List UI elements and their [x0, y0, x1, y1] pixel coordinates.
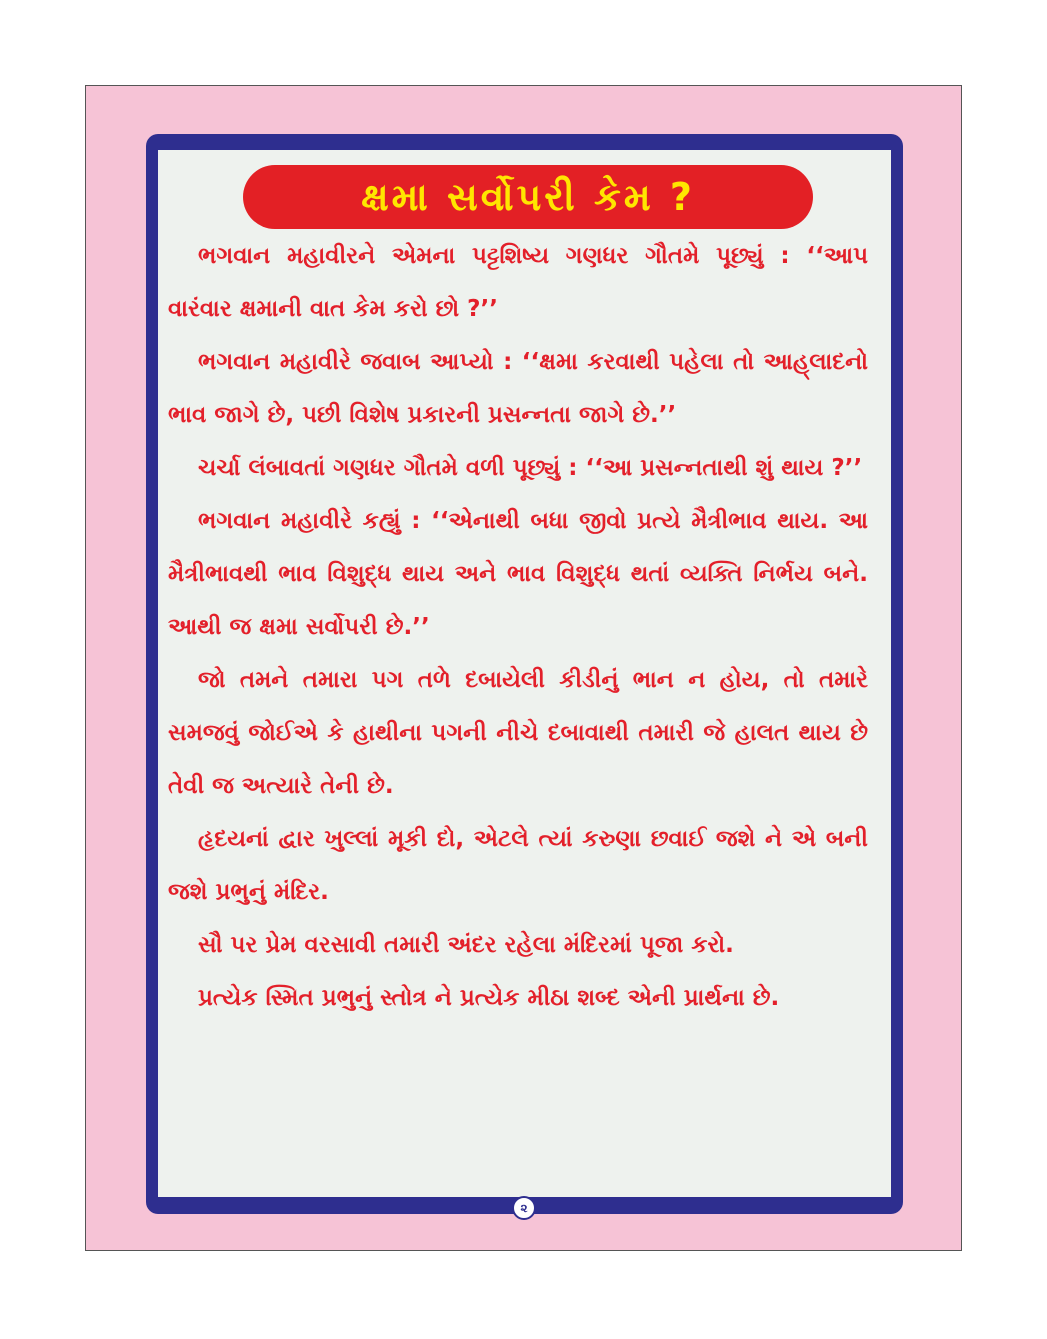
paragraph: પ્રત્યેક સ્મિત પ્રભુનું સ્તોત્ર ને પ્રત્યેક મીઠા શબ્દ એની પ્રાર્થના છે. — [198, 985, 780, 1011]
page-title: ક્ષમા સર્વોપરી કેમ ? — [361, 174, 695, 219]
paragraph: ભગવાન મહાવીરને એમના પટ્ટશિષ્ય ગણધર ગૌતમે પૂછ્યું : ‘‘આપ વારંવાર ક્ષમાની વાત કેમ કરો છો ?’’ — [168, 243, 868, 322]
paragraph: સૌ પર પ્રેમ વરસાવી તમારી અંદર રહેલા મંદિરમાં પૂજા કરો. — [198, 932, 734, 958]
paragraph: ભગવાન મહાવીરે કહ્યું : ‘‘એનાથી બધા જીવો પ્રત્યે મૈત્રીભાવ થાય. આ મૈત્રીભાવથી ભાવ વિશુદ્ધ થાય અને ભાવ વિશુદ્ધ થતાં વ્યક્તિ નિર્ભય બને. આથી જ ક્ષમા સર્વોપરી છે.’’ — [168, 508, 868, 640]
paragraph: જો તમને તમારા પગ તળે દબાયેલી કીડીનું ભાન ન હોય, તો તમારે સમજવું જોઈએ કે હાથીના પગની નીચે દબાવાથી તમારી જે હાલત થાય છે તેવી જ અત્યારે તેની છે. — [168, 667, 868, 799]
title-banner — [243, 165, 813, 229]
paragraph: હૃદયનાં દ્વાર ખુલ્લાં મૂકી દો, એટલે ત્યાં કરુણા છવાઈ જશે ને એ બની જશે પ્રભુનું મંદિર. — [168, 826, 868, 905]
paragraph: ભગવાન મહાવીરે જવાબ આપ્યો : ‘‘ક્ષમા કરવાથી પહેલા તો આહ્‌લાદનો ભાવ જાગે છે, પછી વિશેષ પ્રકારની પ્રસન્નતા જાગે છે.’’ — [168, 349, 868, 428]
paragraph: ચર્ચા લંબાવતાં ગણધર ગૌતમે વળી પૂછ્યું : ‘‘આ પ્રસન્નતાથી શું થાય ?’’ — [198, 455, 863, 481]
article-body — [168, 230, 868, 1025]
page-number: ૨ — [512, 1196, 536, 1220]
